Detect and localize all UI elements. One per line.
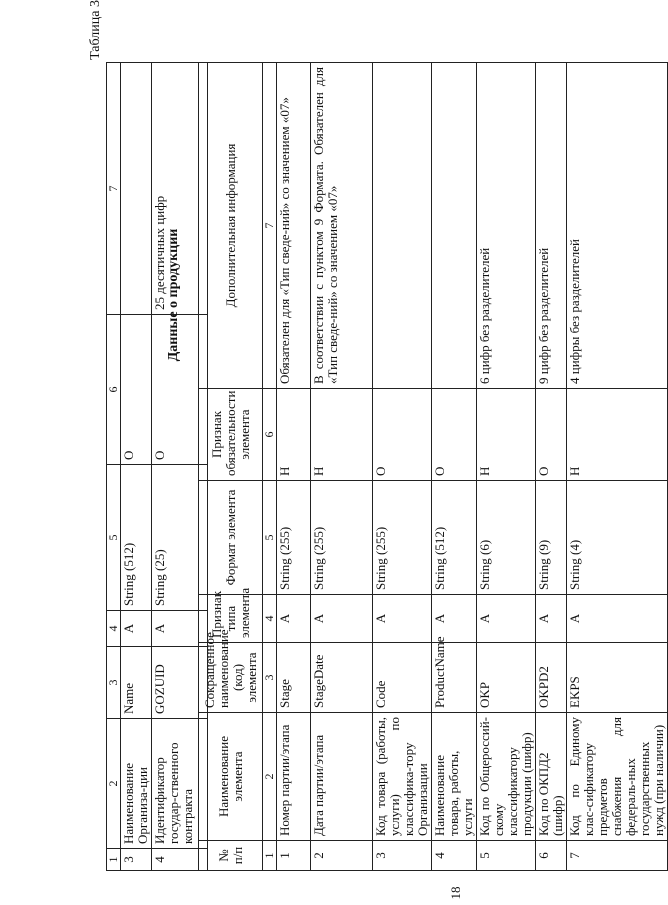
- header-name: Наименование элемента: [199, 713, 263, 841]
- element-format: String (255): [311, 481, 373, 595]
- element-code: EKPS: [567, 643, 668, 713]
- element-requirement: Н: [477, 389, 536, 481]
- row-number: 2: [311, 841, 373, 871]
- header-type: Признак типа элемента: [199, 595, 263, 643]
- table-row: [432, 63, 477, 871]
- row-number: 4: [432, 841, 477, 871]
- element-type: А: [477, 595, 536, 643]
- row-number: 5: [477, 841, 536, 871]
- column-number: 7: [263, 63, 277, 389]
- element-type: А: [121, 611, 152, 647]
- column-number: 5: [263, 481, 277, 595]
- element-code: ProductName: [432, 643, 477, 713]
- element-type: А: [311, 595, 373, 643]
- column-number: 1: [263, 841, 277, 871]
- element-name: Код товара (работы, услуги) по классифика-тору Организации: [373, 713, 432, 841]
- table-2-column-numbers: [107, 63, 121, 871]
- header-info: Дополнительная информация: [199, 63, 263, 389]
- element-requirement: Н: [567, 389, 668, 481]
- table-3-column-numbers: [263, 63, 277, 871]
- column-number: 4: [107, 611, 121, 647]
- row-number: 6: [536, 841, 567, 871]
- element-info: В соответствии с пунктом 9 Формата. Обязателен для «Тип сведе-ний» со значением «07»: [311, 63, 373, 389]
- element-name: Наименование Организа-ции: [121, 719, 152, 849]
- element-format: String (512): [121, 465, 152, 611]
- element-requirement: Н: [277, 389, 311, 481]
- element-format: String (6): [477, 481, 536, 595]
- element-info: Обязателен для «Тип сведе-ний» со значением «07»: [277, 63, 311, 389]
- column-number: 2: [107, 719, 121, 849]
- element-code: Stage: [277, 643, 311, 713]
- column-number: 6: [107, 315, 121, 465]
- header-code: Сокращенное наименование (код) элемента: [199, 643, 263, 713]
- table-row: [311, 63, 373, 871]
- table-row: [277, 63, 311, 871]
- page-number: 18: [448, 886, 463, 900]
- element-requirement: О: [373, 389, 432, 481]
- row-number: 3: [121, 849, 152, 871]
- header-num: № п/п: [199, 841, 263, 871]
- element-requirement: О: [152, 315, 208, 465]
- element-code: Code: [373, 643, 432, 713]
- element-requirement: О: [121, 315, 152, 465]
- section-title: Данные о продукции: [166, 228, 181, 362]
- column-number: 4: [263, 595, 277, 643]
- element-info: [373, 63, 432, 389]
- column-number: 3: [263, 643, 277, 713]
- element-format: String (4): [567, 481, 668, 595]
- element-info: 4 цифры без разделителей: [567, 63, 668, 389]
- element-info: 9 цифр без разделителей: [536, 63, 567, 389]
- row-number: 4: [152, 849, 208, 871]
- element-format: String (9): [536, 481, 567, 595]
- column-number: 1: [107, 849, 121, 871]
- element-format: String (255): [373, 481, 432, 595]
- element-name: Дата партии/этапа: [311, 713, 373, 841]
- element-name: Идентификатор государ-ственного контракта: [152, 719, 208, 849]
- column-number: 3: [107, 647, 121, 719]
- element-info: [121, 63, 152, 315]
- element-info: 6 цифр без разделителей: [477, 63, 536, 389]
- element-requirement: О: [536, 389, 567, 481]
- element-type: А: [277, 595, 311, 643]
- element-type: А: [432, 595, 477, 643]
- column-number: 7: [107, 63, 121, 315]
- element-type: А: [152, 611, 208, 647]
- column-number: 5: [107, 465, 121, 611]
- table-row: [121, 63, 152, 871]
- element-name: Код по ОКПД2 (шифр): [536, 713, 567, 841]
- row-number: 7: [567, 841, 668, 871]
- table-row: [477, 63, 536, 871]
- element-code: GOZUID: [152, 647, 208, 719]
- element-format: String (512): [432, 481, 477, 595]
- table-3-header: [199, 63, 263, 871]
- element-name: Наименование товара, работы, услуги: [432, 713, 477, 841]
- element-code: OKPD2: [536, 643, 567, 713]
- element-code: Name: [121, 647, 152, 719]
- element-name: Код по Общероссий-скому классификатору продукции (шифр): [477, 713, 536, 841]
- element-requirement: О: [432, 389, 477, 481]
- column-number: 2: [263, 713, 277, 841]
- table-3-product-data: [198, 62, 668, 871]
- row-number: 3: [373, 841, 432, 871]
- element-format: String (255): [277, 481, 311, 595]
- table-2-continuation: [106, 62, 208, 871]
- header-format: Формат элемента: [199, 481, 263, 595]
- element-name: Номер партии/этапа: [277, 713, 311, 841]
- element-type: А: [567, 595, 668, 643]
- row-number: 1: [277, 841, 311, 871]
- table-row: [567, 63, 668, 871]
- element-requirement: Н: [311, 389, 373, 481]
- header-requirement: Признак обязательности элемента: [199, 389, 263, 481]
- element-info: [432, 63, 477, 389]
- table-row: [373, 63, 432, 871]
- table-label: Таблица 3: [88, 0, 103, 60]
- element-code: OKP: [477, 643, 536, 713]
- element-type: А: [373, 595, 432, 643]
- column-number: 6: [263, 389, 277, 481]
- element-name: Код по Единому клас-сификатору предметов снабжения для федераль-ных государственных нужд (при наличии): [567, 713, 668, 841]
- element-code: StageDate: [311, 643, 373, 713]
- element-info: 25 десятичных цифр: [152, 63, 208, 315]
- element-format: String (25): [152, 465, 208, 611]
- element-type: А: [536, 595, 567, 643]
- table-row: [536, 63, 567, 871]
